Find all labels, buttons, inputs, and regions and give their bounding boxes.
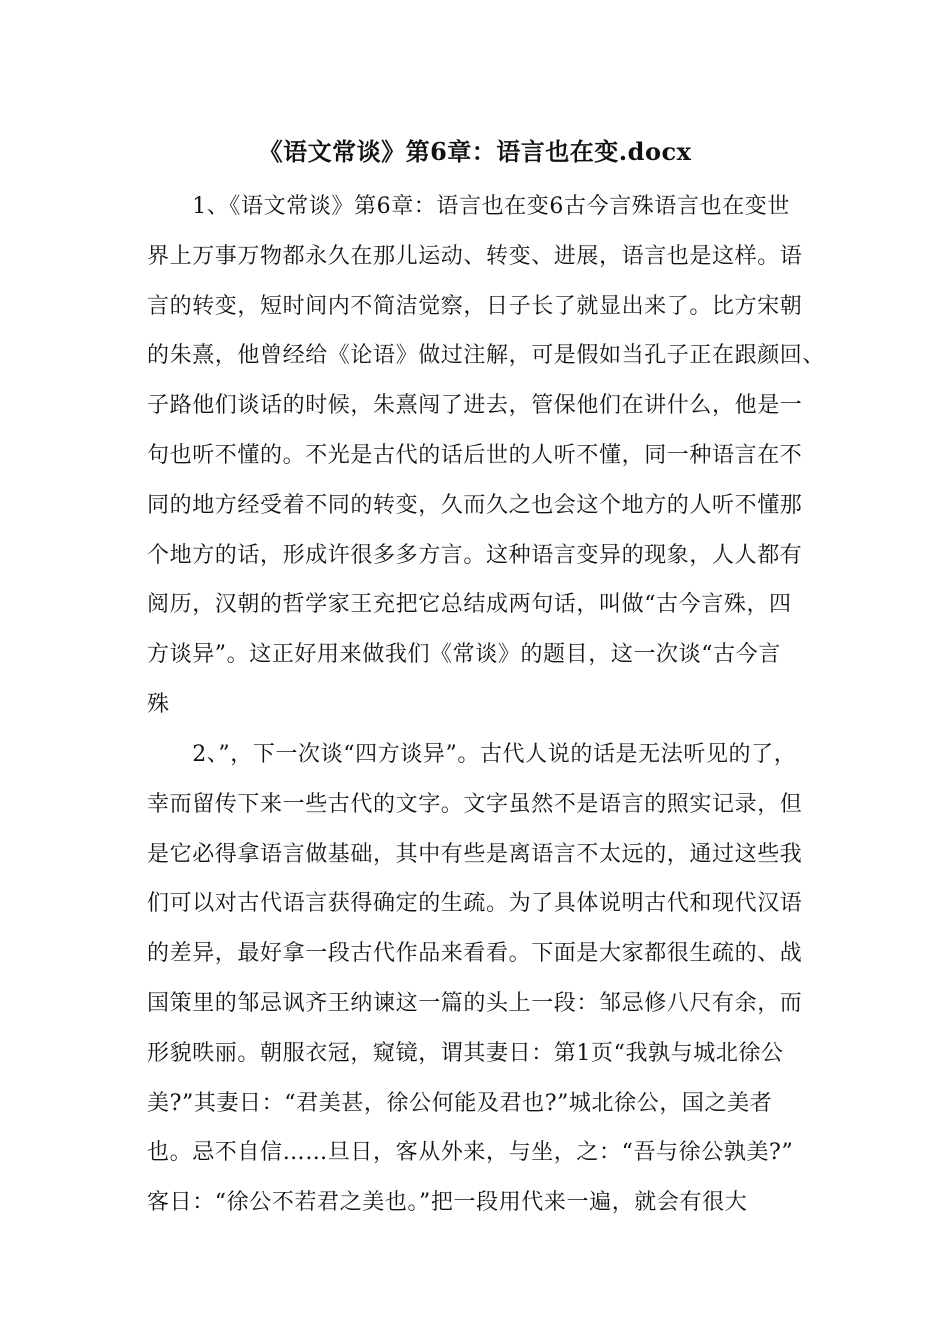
text-line: 幸而留传下来一些古代的文字。文字虽然不是语言的照实记录，但 [147,791,803,817]
text-line: 国策里的邹忌讽齐王纳谏这一篇的头上一段：邹忌修八尺有余，而 [147,990,803,1016]
text-line: 2、”，下一次谈“四方谈异”。古代人说的话是无法听见的了， [147,742,797,767]
text-line: 客日：“徐公不若君之美也。”把一段用代来一遍，就会有很大 [147,1190,748,1216]
text-line: 的差异，最好拿一段古代作品来看看。下面是大家都很生疏的、战 [147,941,803,967]
paragraph-1 [147,182,827,730]
text-line: 子路他们谈话的时候，朱熹闯了进去，管保他们在讲什么，他是一 [147,393,803,419]
text-line: 界上万事万物都永久在那儿运动、转变、进展，语言也是这样。语 [147,243,803,269]
text-line: 阅历，汉朝的哲学家王充把它总结成两句话，叫做“古今言殊，四 [147,592,792,618]
text-line: 的朱熹，他曾经给《论语》做过注解，可是假如当孔子正在跟颜回、 [147,343,826,369]
text-line: 方谈异”。这正好用来做我们《常谈》的题目，这一次谈“古今言 [147,642,781,668]
document-title: 《语文常谈》第6章：语言也在变.docx [258,137,692,166]
text-line: 殊 [147,691,170,717]
text-line: 同的地方经受着不同的转变，久而久之也会这个地方的人听不懂那 [147,492,803,518]
text-line: 句也听不懂的。不光是古代的话后世的人听不懂，同一种语言在不 [147,442,803,468]
text-line: 个地方的话，形成许很多多方言。这种语言变异的现象，人人都有 [147,542,803,568]
text-line: 形貌昳丽。朝服衣冠，窥镜，谓其妻日：第1页“我孰与城北徐公 [147,1040,784,1066]
text-line: 1、《语文常谈》第6章：语言也在变6古今言殊语言也在变世 [147,194,790,219]
paragraph-2 [147,730,827,1228]
text-line: 是它必得拿语言做基础，其中有些是离语言不太远的，通过这些我 [147,841,803,867]
text-line: 也。忌不自信……旦日，客从外来，与坐，之：“吾与徐公孰美?” [147,1140,794,1166]
text-line: 们可以对古代语言获得确定的生疏。为了具体说明古代和现代汉语 [147,891,803,917]
text-line: 言的转变，短时间内不简洁觉察，日子长了就显出来了。比方宋朝 [147,293,803,319]
text-line: 美?”其妻日：“君美甚，徐公何能及君也?”城北徐公，国之美者 [147,1090,773,1116]
